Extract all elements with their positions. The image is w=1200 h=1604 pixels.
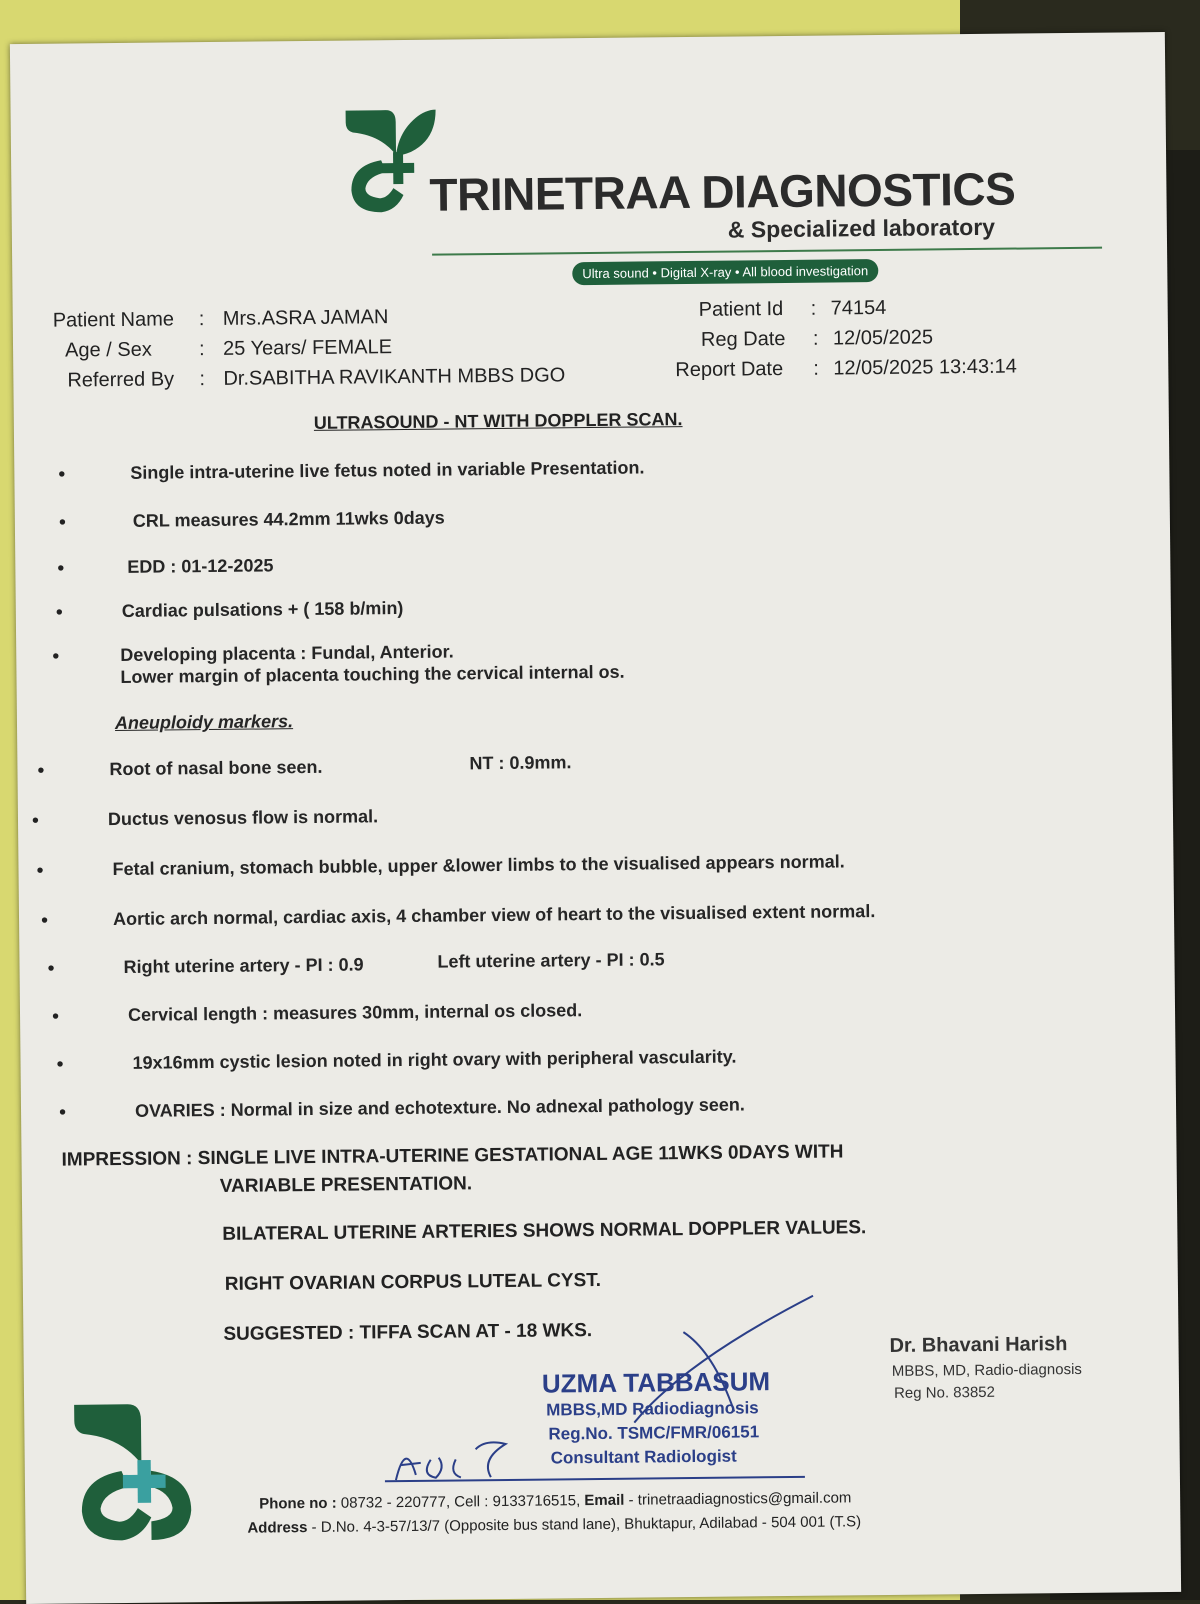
bullet: • — [36, 859, 44, 882]
stamp-name: UZMA TABBASUM — [541, 1366, 771, 1399]
stamp-reg: Reg.No. TSMC/FMR/06151 — [548, 1422, 760, 1444]
colon: : — [198, 338, 205, 361]
patient-id-label: Patient Id — [698, 298, 784, 321]
marker-item: NT : 0.9mm. — [469, 752, 572, 774]
stamp-degree: MBBS,MD Radiodiagnosis — [546, 1398, 759, 1420]
marker-item: Cervical length : measures 30mm, internal os closed. — [127, 1000, 583, 1025]
doctor-reg: Reg No. 83852 — [893, 1383, 996, 1402]
suggested-line: SUGGESTED : TIFFA SCAN AT - 18 WKS. — [223, 1320, 593, 1345]
age-sex-label: Age / Sex — [64, 338, 152, 362]
email-label: Email — [584, 1491, 625, 1510]
marker-item: 19x16mm cystic lesion noted in right ovary with peripheral vascularity. — [132, 1046, 737, 1073]
footer-address — [247, 1513, 861, 1536]
doctor-name: Dr. Bhavani Harish — [889, 1333, 1068, 1357]
bullet: • — [55, 601, 63, 624]
marker-item: Right uterine artery - PI : 0.9 — [123, 954, 364, 977]
impression-line: RIGHT OVARIAN CORPUS LUTEAL CYST. — [224, 1269, 602, 1295]
marker-item: OVARIES : Normal in size and echotexture. No adnexal pathology seen. — [134, 1094, 745, 1121]
bullet: • — [31, 809, 40, 832]
phone-label: Phone no : — [259, 1494, 337, 1513]
finding-item: Single intra-uterine live fetus noted in variable Presentation. — [130, 457, 645, 483]
marker-item: Aortic arch normal, cardiac axis, 4 chamber view of heart to the visualised extent normal. — [112, 901, 876, 930]
bullet: • — [52, 645, 60, 668]
trinetraa-logo-icon — [340, 100, 441, 221]
report-title: ULTRASOUND - NT WITH DOPPLER SCAN. — [313, 409, 683, 433]
brand-tagline: & Specialized laboratory — [727, 213, 996, 243]
finding-item: Cardiac pulsations + ( 158 b/min) — [121, 598, 404, 621]
colon: : — [812, 327, 819, 350]
impression-line: VARIABLE PRESENTATION. — [219, 1173, 473, 1197]
referred-by-label: Referred By — [67, 368, 175, 392]
age-sex-value: 25 Years/ FEMALE — [222, 336, 393, 360]
marker-item: Root of nasal bone seen. — [109, 756, 323, 780]
phone-value: 08732 - 220777, Cell : 9133716515, — [340, 1492, 581, 1512]
colon: : — [198, 308, 205, 331]
bullet: • — [56, 1053, 64, 1076]
trinetraa-logo-icon — [54, 1390, 216, 1552]
address-value: - D.No. 4-3-57/13/7 (Opposite bus stand lane), Bhuktapur, Adilabad - 504 001 (T.S) — [311, 1513, 862, 1537]
finding-item: CRL measures 44.2mm 11wks 0days — [132, 507, 445, 531]
impression-line: IMPRESSION : SINGLE LIVE INTRA-UTERINE GESTATIONAL AGE 11WKS 0DAYS WITH — [61, 1141, 844, 1171]
marker-item: Fetal cranium, stomach bubble, upper &lower limbs to the visualised appears normal. — [112, 851, 845, 880]
footer-phone — [259, 1489, 851, 1512]
bullet: • — [58, 1101, 67, 1124]
finding-item: EDD : 01-12-2025 — [127, 555, 274, 577]
bullet: • — [37, 759, 45, 782]
bullet: • — [47, 957, 55, 980]
colon: : — [810, 297, 817, 320]
reg-date-value: 12/05/2025 — [832, 326, 934, 350]
stamp-role: Consultant Radiologist — [550, 1446, 737, 1468]
patient-id-value: 74154 — [830, 296, 887, 320]
finding-item: Developing placenta : Fundal, Anterior. — [120, 641, 454, 665]
impression-line: BILATERAL UTERINE ARTERIES SHOWS NORMAL DOPPLER VALUES. — [222, 1217, 867, 1245]
colon: : — [813, 357, 819, 380]
report-date-label: Report Date — [675, 358, 784, 382]
bullet: • — [57, 557, 65, 580]
patient-name-label: Patient Name — [52, 308, 175, 332]
address-label: Address — [247, 1519, 308, 1537]
services-badge: Ultra sound • Digital X-ray • All blood investigation — [572, 259, 878, 285]
email-value: - trinetraadiagnostics@gmail.com — [628, 1489, 852, 1509]
referred-by-value: Dr.SABITHA RAVIKANTH MBBS DGO — [223, 364, 566, 390]
aneuploidy-heading: Aneuploidy markers. — [114, 711, 294, 734]
report-sheet — [10, 32, 1181, 1604]
bullet: • — [58, 511, 67, 534]
bullet: • — [40, 909, 49, 932]
report-date-value: 12/05/2025 13:43:14 — [833, 355, 1017, 380]
patient-name-value: Mrs.ASRA JAMAN — [222, 306, 389, 330]
marker-item: Ductus venosus flow is normal. — [107, 806, 379, 830]
finding-item: Lower margin of placenta touching the cervical internal os. — [120, 661, 625, 687]
doctor-degree: MBBS, MD, Radio-diagnosis — [891, 1360, 1082, 1380]
colon: : — [199, 368, 206, 391]
marker-item: Left uterine artery - PI : 0.5 — [437, 949, 665, 972]
header-divider — [432, 247, 1102, 256]
brand-name: TRINETRAA DIAGNOSTICS — [429, 162, 1016, 221]
bullet: • — [51, 1005, 60, 1028]
bullet: • — [58, 463, 66, 486]
reg-date-label: Reg Date — [700, 327, 786, 351]
